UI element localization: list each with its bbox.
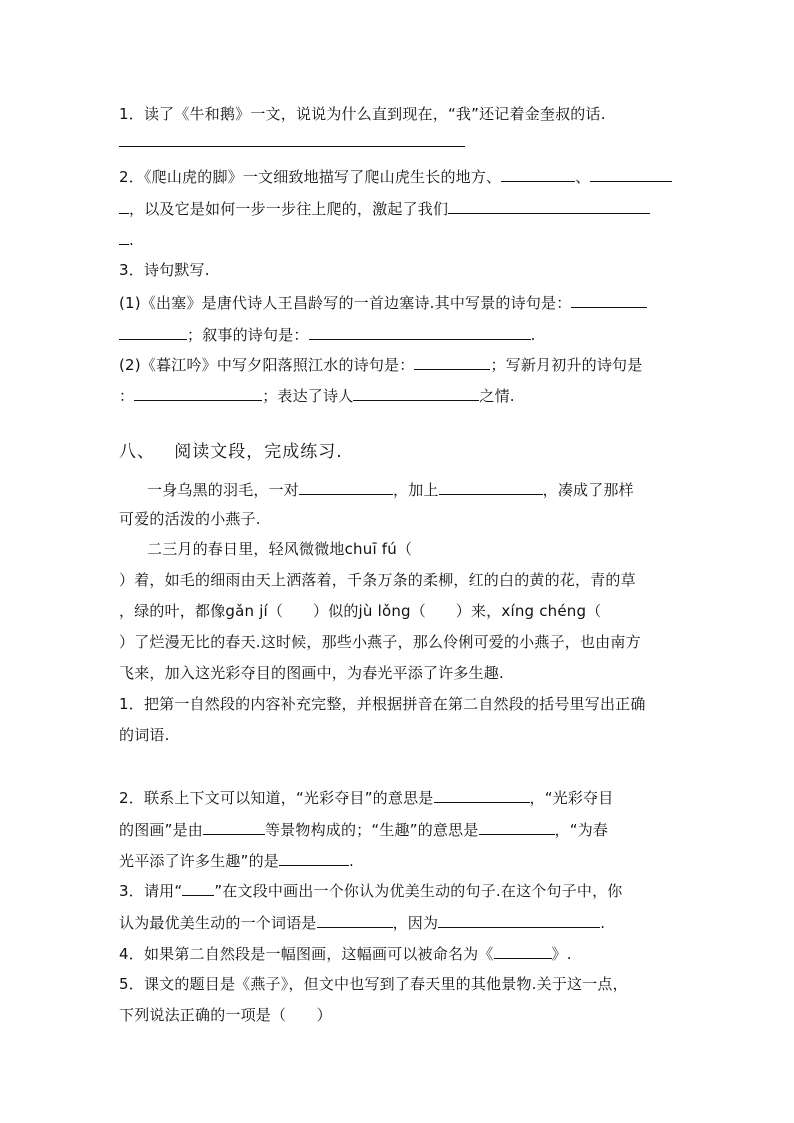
question-7-2-end: . xyxy=(119,229,675,250)
answer-line[interactable] xyxy=(119,146,465,147)
answer-blank[interactable] xyxy=(494,943,552,959)
question-8-3: 3．请用“ ”在文段中画出一个你认为优美生动的句子.在这个句子中，你 xyxy=(119,882,623,900)
question-8-1: 1．把第一自然段的内容补充完整，并根据拼音在第二自然段的括号里写出正确 xyxy=(119,695,646,713)
question-8-3-cont: 认为最优美生动的一个词语是 ，因为 . xyxy=(119,914,606,932)
answer-blank[interactable] xyxy=(434,787,530,803)
answer-blank[interactable] xyxy=(119,198,129,214)
answer-blank[interactable] xyxy=(279,850,349,866)
question-8-1-cont: 的词语. xyxy=(119,726,170,744)
question-8-2-line-3: 光平添了许多生趣”的是 . xyxy=(119,852,354,870)
passage-paragraph-1: 一身乌黑的羽毛，一对 ，加上 ，凑成了那样 xyxy=(147,481,634,499)
passage-paragraph-2-line-5: 飞来，加入这光彩夺目的图画中，为春光平添了许多生趣. xyxy=(119,664,504,682)
underline-symbol xyxy=(182,883,214,896)
question-7-3-1-cont: ；叙事的诗句是： . xyxy=(119,324,675,345)
answer-blank[interactable] xyxy=(203,819,265,835)
answer-blank[interactable] xyxy=(479,819,555,835)
answer-blank[interactable] xyxy=(353,385,479,401)
question-7-2-cont: ，以及它是如何一步一步往上爬的，激起了我们 xyxy=(119,198,675,219)
passage-paragraph-2-line-2: ）着，如毛的细雨由天上洒落着，千条万条的柔柳，红的白的黄的花，青的草 xyxy=(119,571,636,589)
answer-blank[interactable] xyxy=(571,292,647,308)
answer-blank[interactable] xyxy=(317,912,393,928)
passage-paragraph-2-line-4: ）了烂漫无比的春天.这时候，那些小燕子，那么伶俐可爱的小燕子，也由南方 xyxy=(119,633,641,651)
question-8-5-cont: 下列说法正确的一项是（ ） xyxy=(119,1006,332,1024)
section-8-heading: 八、 阅读文段，完成练习. xyxy=(119,442,343,462)
answer-blank[interactable] xyxy=(119,324,187,340)
question-8-2: 2．联系上下文可以知道，“光彩夺目”的意思是 ，“光彩夺目 xyxy=(119,789,614,807)
question-7-3-1: (1)《出塞》是唐代诗人王昌龄写的一首边塞诗.其中写景的诗句是： xyxy=(119,292,675,313)
answer-blank[interactable] xyxy=(439,479,543,495)
question-8-4: 4．如果第二自然段是一幅图画，这幅画可以被命名为《 》. xyxy=(119,945,572,963)
question-7-3-2-cont: ： ；表达了诗人 之情. xyxy=(119,387,515,405)
answer-blank[interactable] xyxy=(119,229,129,245)
question-7-1: 1．读了《牛和鹅》一文，说说为什么直到现在，“我”还记着金奎叔的话. xyxy=(119,105,606,123)
answer-blank[interactable] xyxy=(501,166,575,182)
question-8-2-line-2: 的图画”是由 等景物构成的；“生趣”的意思是 ，“为春 xyxy=(119,821,609,839)
question-7-2: 2．《爬山虎的脚》一文细致地描写了爬山虎生长的地方、 、 xyxy=(119,166,675,187)
answer-blank[interactable] xyxy=(448,198,650,214)
answer-blank[interactable] xyxy=(134,385,262,401)
question-8-5: 5．课文的题目是《燕子》，但文中也写到了春天里的其他景物.关于这一点， xyxy=(119,975,628,993)
passage-paragraph-2: 二三月的春日里，轻风微微地chuī fú（ xyxy=(147,540,413,558)
question-7-3: 3．诗句默写. xyxy=(119,261,210,279)
passage-paragraph-1-cont: 可爱的活泼的小燕子. xyxy=(119,510,261,528)
answer-blank[interactable] xyxy=(438,912,600,928)
question-7-3-2: (2)《暮江吟》中写夕阳落照江水的诗句是： ；写新月初升的诗句是 xyxy=(119,356,643,374)
passage-paragraph-2-line-3: ，绿的叶，都像gǎn jí（ ）似的jù lǒng（ ）来，xíng chéng（ xyxy=(119,602,602,620)
answer-blank[interactable] xyxy=(590,166,672,182)
answer-blank[interactable] xyxy=(299,479,393,495)
answer-blank[interactable] xyxy=(309,324,531,340)
answer-blank[interactable] xyxy=(414,354,490,370)
